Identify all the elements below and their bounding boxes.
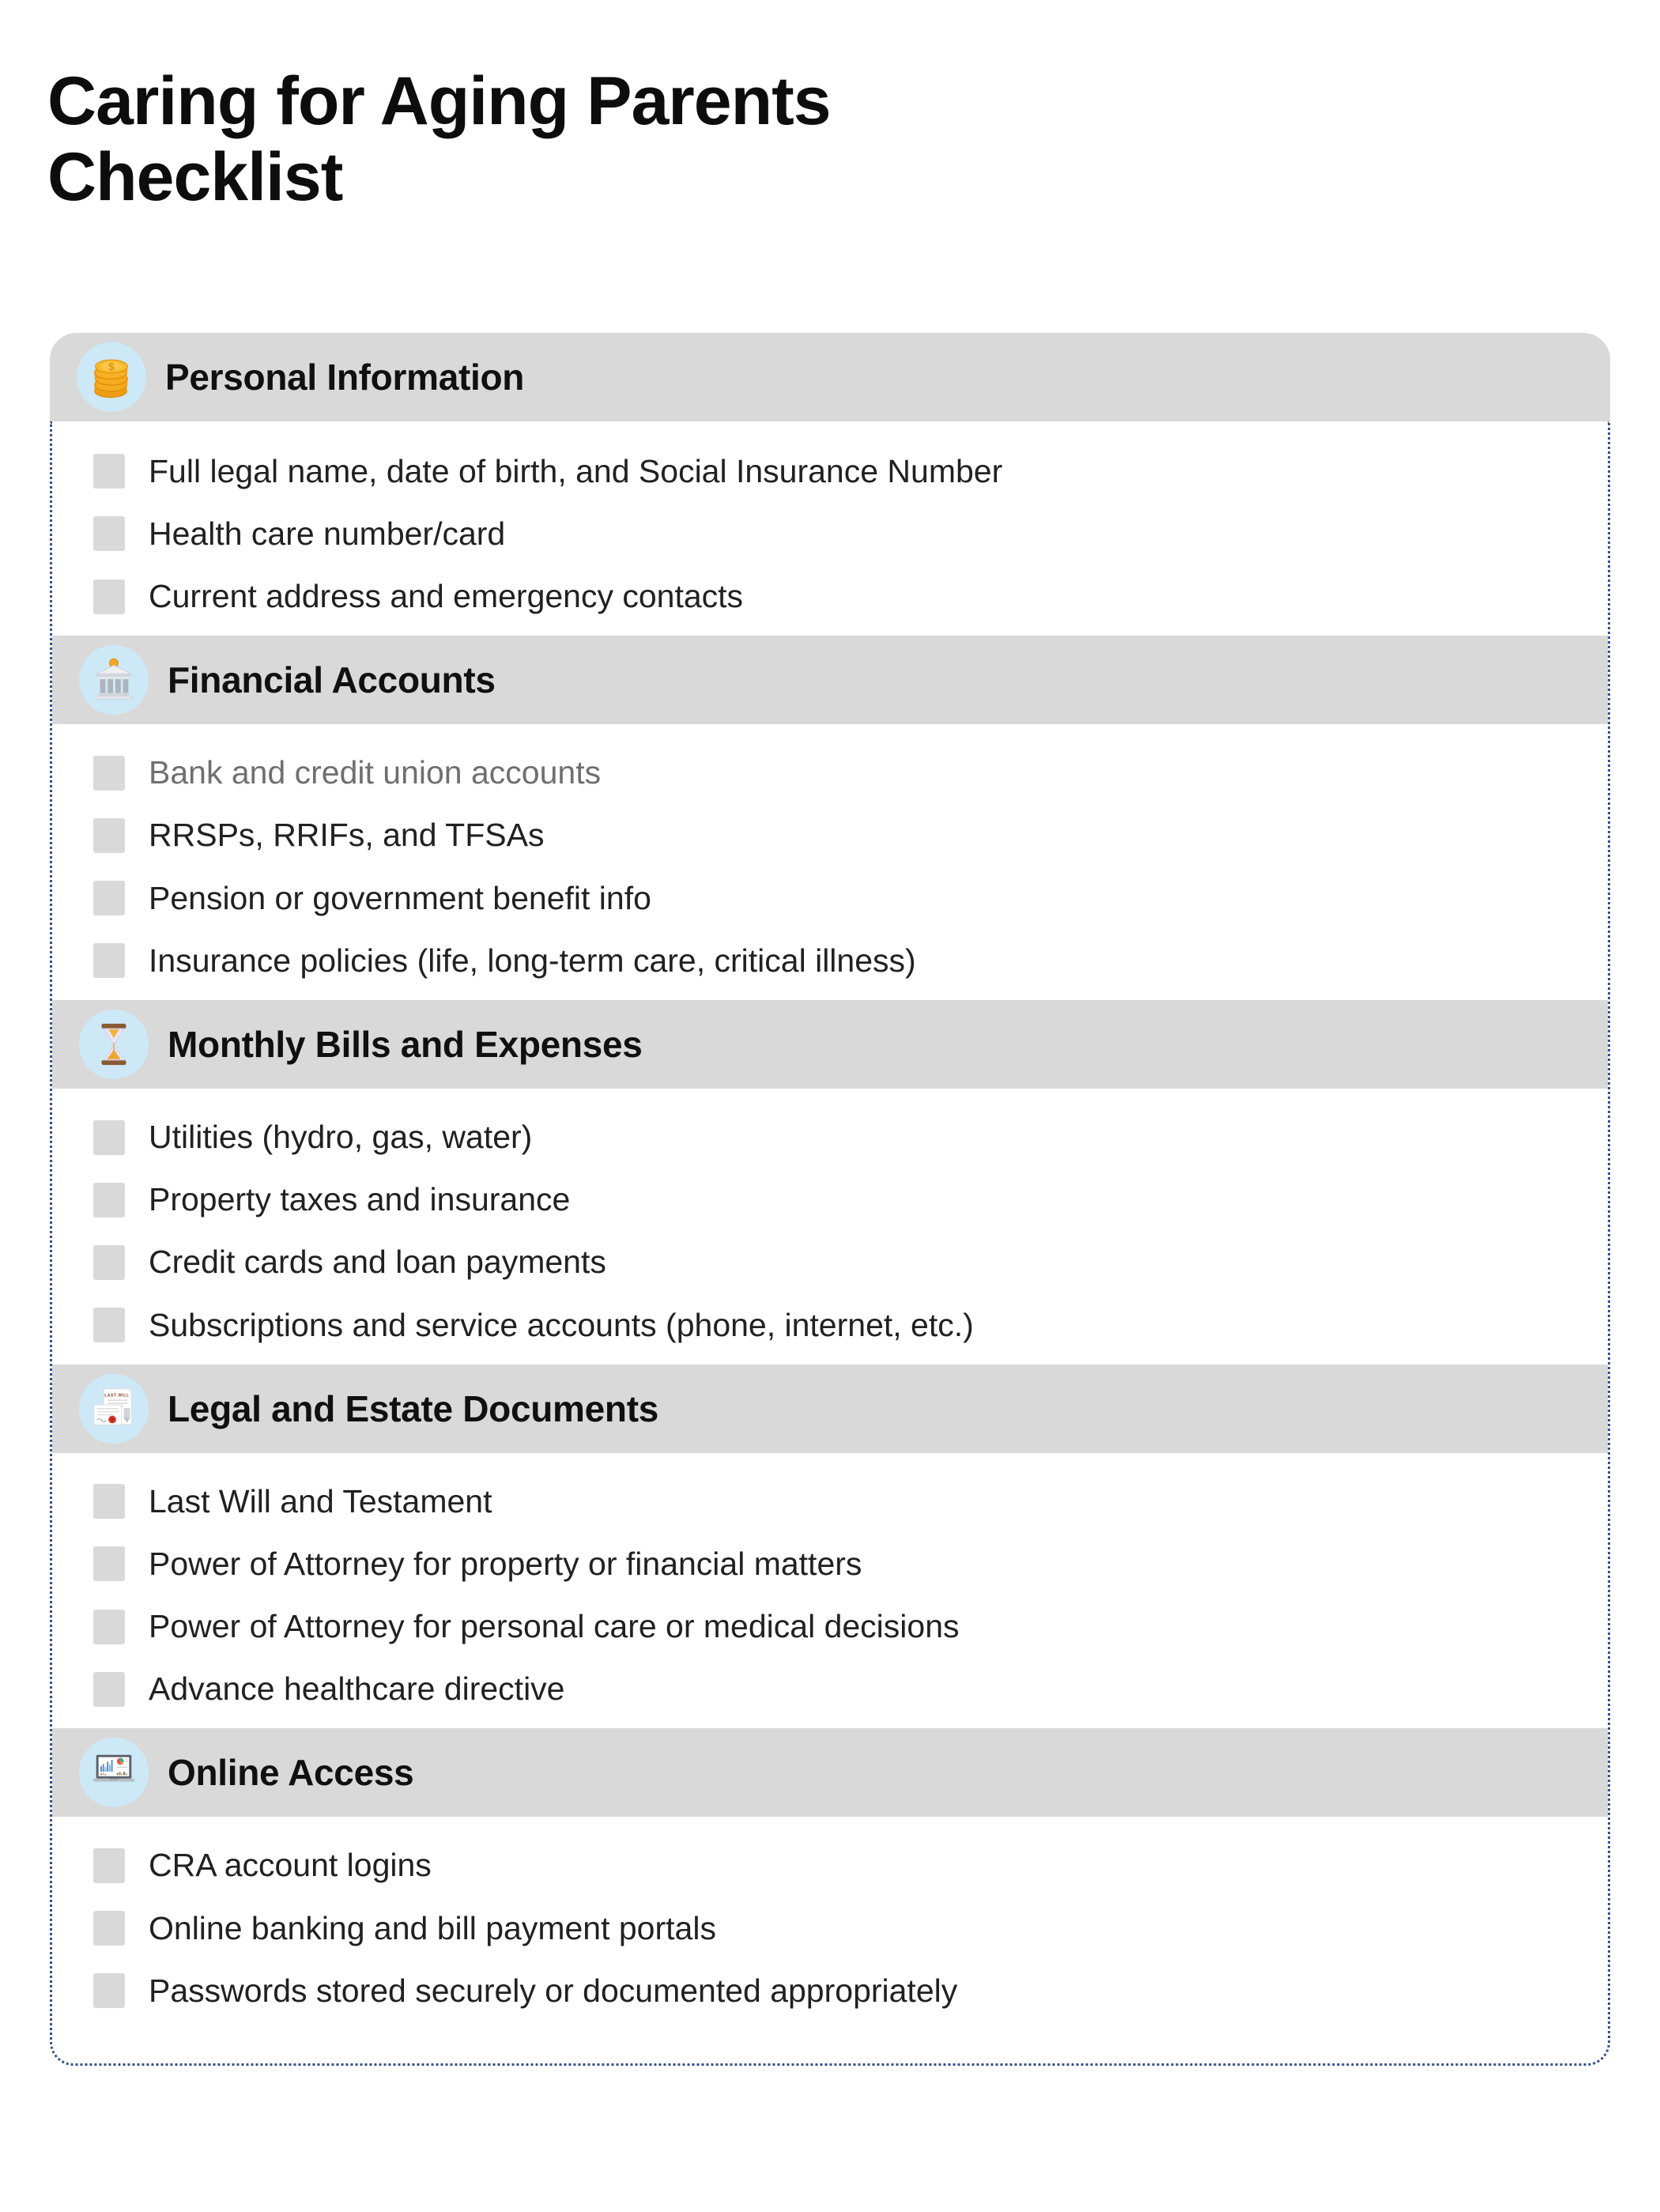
- checklist-item-label: Last Will and Testament: [149, 1482, 492, 1519]
- checklist-item: [52, 930, 1608, 992]
- checklist-body: [50, 421, 1610, 2066]
- last-will-label: LAST WILL: [104, 1393, 130, 1399]
- checklist-item: [52, 1658, 1608, 1720]
- checkbox[interactable]: [93, 756, 125, 791]
- coins-icon: [87, 353, 136, 402]
- checkbox[interactable]: [93, 1973, 125, 2008]
- legal-documents-icon-circle: [79, 1374, 149, 1444]
- checklist-item-label: Power of Attorney for property or financial matters: [149, 1545, 862, 1582]
- section-header-0: [50, 333, 1610, 421]
- checkbox[interactable]: [93, 1308, 125, 1342]
- hourglass-icon-circle: [79, 1010, 149, 1079]
- checkbox[interactable]: [93, 943, 125, 978]
- checkbox[interactable]: [93, 1484, 125, 1519]
- section-title: Financial Accounts: [168, 659, 496, 701]
- checklist-item: [52, 1106, 1608, 1168]
- checkbox[interactable]: [93, 1672, 125, 1707]
- checklist-item: [52, 1960, 1608, 2022]
- checkbox[interactable]: [93, 818, 125, 853]
- page-title: Caring for Aging Parents Checklist: [47, 63, 831, 216]
- checklist-item-label: Property taxes and insurance: [149, 1181, 571, 1218]
- checkbox[interactable]: [93, 1245, 125, 1280]
- checklist-item-label: Online banking and bill payment portals: [149, 1909, 716, 1946]
- checklist-item: [52, 1294, 1608, 1357]
- checklist-item: [52, 804, 1608, 866]
- checklist-card: [50, 333, 1610, 2066]
- checkbox[interactable]: [93, 1848, 125, 1883]
- checklist-item: [52, 1231, 1608, 1293]
- checklist-item: [52, 1533, 1608, 1595]
- section-header-2: [52, 1000, 1608, 1089]
- checklist-item-label: Pension or government benefit info: [149, 879, 651, 916]
- checklist-item-label: Subscriptions and service accounts (phone, internet, etc.): [149, 1306, 974, 1343]
- checklist-item-label: Advance healthcare directive: [149, 1670, 565, 1708]
- checklist-item: [52, 867, 1608, 930]
- checklist-item-label: Current address and emergency contacts: [149, 578, 744, 614]
- checkbox[interactable]: [93, 516, 125, 551]
- coins-icon-circle: [77, 342, 146, 412]
- section-header-1: [52, 636, 1608, 724]
- checkbox[interactable]: [93, 881, 125, 915]
- section-title: Legal and Estate Documents: [168, 1387, 659, 1429]
- laptop-charts-icon-circle: [79, 1738, 149, 1807]
- checklist-item-label: Health care number/card: [149, 515, 506, 552]
- checklist-item-label: Credit cards and loan payments: [149, 1244, 606, 1281]
- checkbox[interactable]: [93, 1610, 125, 1644]
- hourglass-icon: [89, 1020, 138, 1069]
- legal-documents-icon: [89, 1384, 138, 1433]
- checklist-item: [52, 503, 1608, 565]
- section-header-3: [52, 1365, 1608, 1453]
- section-title: Personal Information: [165, 356, 525, 398]
- first-header-slot: [50, 333, 1610, 421]
- checklist-item-label: Insurance policies (life, long-term care, critical illness): [149, 942, 916, 979]
- checklist-item: [52, 1897, 1608, 1960]
- section-header-4: [52, 1728, 1608, 1817]
- checklist-item: [52, 1595, 1608, 1658]
- checkbox[interactable]: [93, 1911, 125, 1946]
- checkbox[interactable]: [93, 1183, 125, 1217]
- checklist-item-label: Bank and credit union accounts: [149, 754, 602, 791]
- checkbox[interactable]: [93, 1546, 125, 1581]
- section-title: Monthly Bills and Expenses: [168, 1023, 643, 1065]
- coin-dollar-symbol: $: [108, 360, 115, 372]
- bank-icon: [89, 655, 138, 704]
- checklist-item-label: RRSPs, RRIFs, and TFSAs: [149, 817, 545, 854]
- checklist-item-label: CRA account logins: [149, 1847, 432, 1884]
- checklist-item: [52, 1168, 1608, 1231]
- checklist-item-label: Passwords stored securely or documented appropriately: [149, 1972, 958, 2009]
- checklist-item: [52, 440, 1608, 503]
- checklist-item: [52, 1470, 1608, 1533]
- laptop-charts-icon: [89, 1748, 138, 1797]
- checkbox[interactable]: [93, 454, 125, 489]
- checklist-item-label: Utilities (hydro, gas, water): [149, 1118, 533, 1155]
- section-title: Online Access: [168, 1752, 414, 1794]
- checklist-item-label: Power of Attorney for personal care or medical decisions: [149, 1608, 960, 1645]
- checklist-item-label: Full legal name, date of birth, and Social Insurance Number: [149, 452, 1003, 489]
- checkbox[interactable]: [93, 579, 125, 614]
- checkbox[interactable]: [93, 1120, 125, 1155]
- checklist-item: [52, 742, 1608, 804]
- bank-icon-circle: [79, 645, 149, 715]
- checklist-item: [52, 565, 1608, 628]
- checklist-item: [52, 1834, 1608, 1897]
